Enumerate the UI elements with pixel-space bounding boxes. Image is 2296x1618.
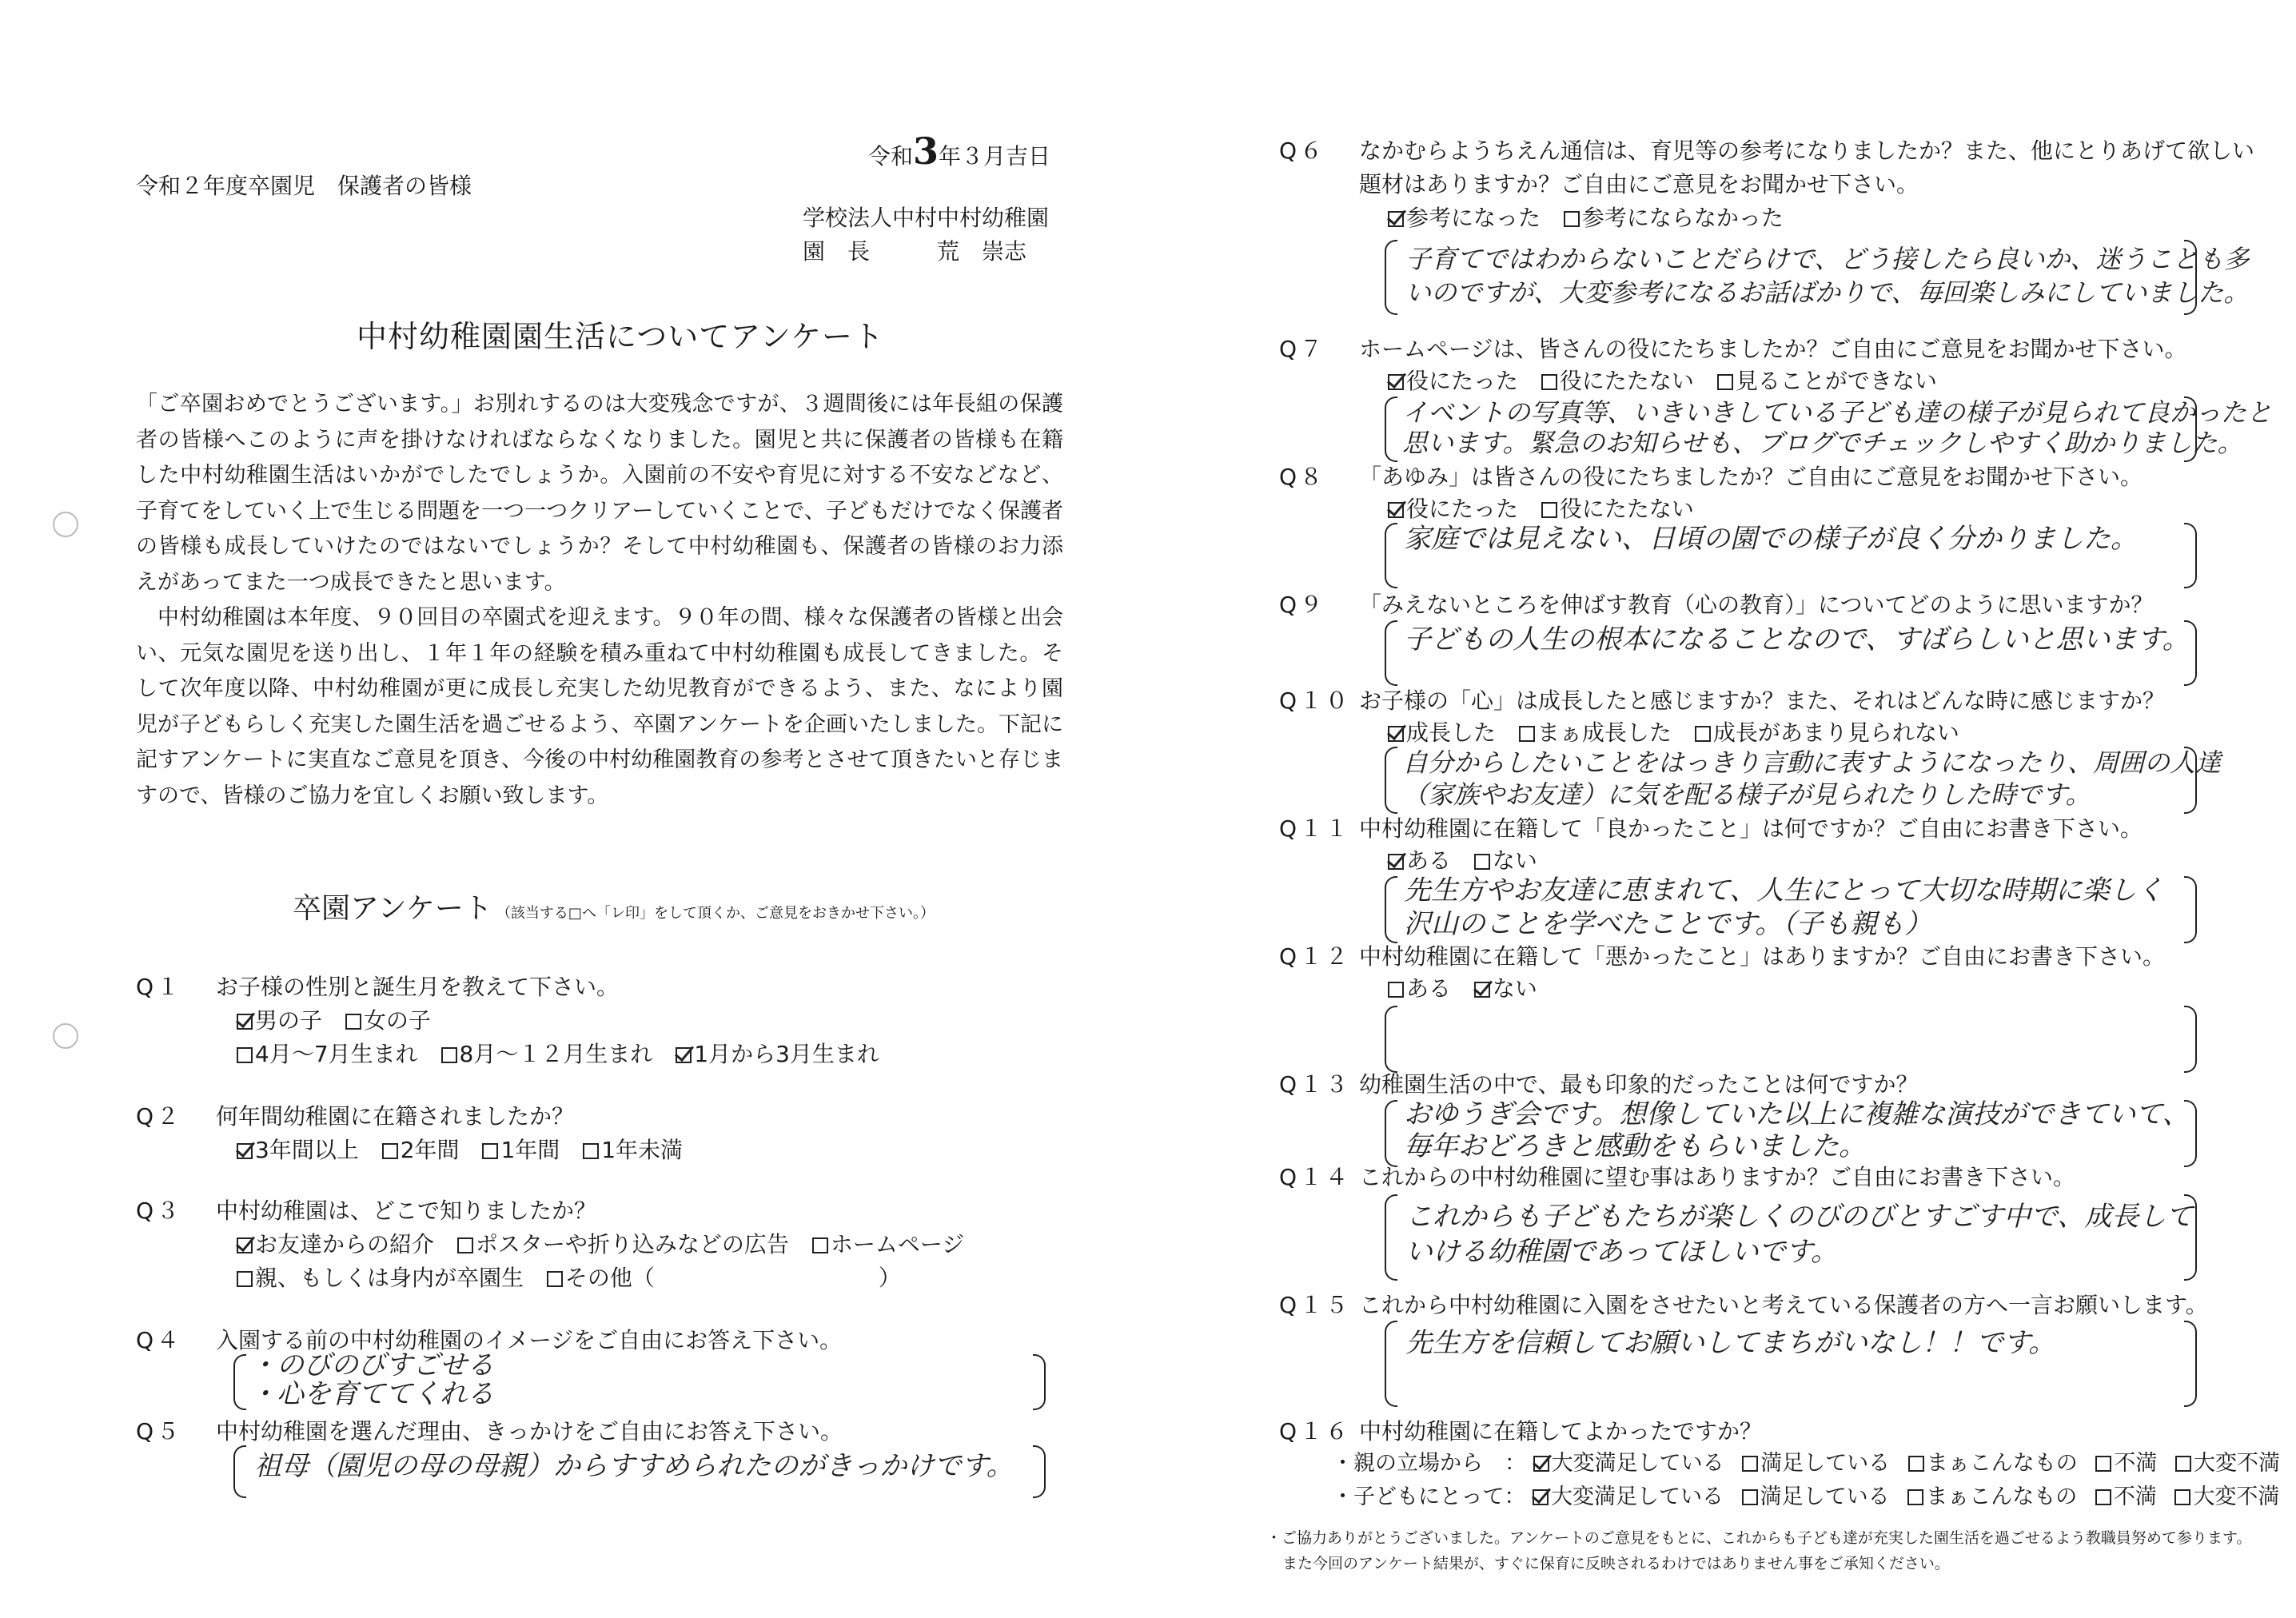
option-label: 1年未満	[601, 1137, 684, 1163]
q7-text: ホームページは、皆さんの役にたちましたか？ご自由にご意見をお聞かせ下さい。	[1359, 336, 2187, 362]
option-label: お友達からの紹介	[255, 1231, 435, 1257]
q1-option-girl[interactable]	[345, 1007, 431, 1034]
checkbox-checked-icon[interactable]	[1533, 1456, 1549, 1472]
option-label: 大変満足している	[1551, 1484, 1724, 1509]
checkbox-icon[interactable]	[1742, 1489, 1758, 1505]
q7-option-not-useful[interactable]	[1541, 368, 1694, 395]
q3-number: Q３	[136, 1198, 183, 1224]
checkbox-checked-icon[interactable]	[676, 1047, 692, 1063]
q9-answer[interactable]: 子どもの人生の根本になることなので、すばらしいと思います。	[1404, 624, 2190, 656]
checkbox-icon[interactable]	[1564, 211, 1580, 227]
q10-answer-line-1[interactable]: 自分からしたいことをはっきり言動に表すようになったり、周囲の人達	[1402, 747, 2222, 778]
option-label: 参考にならなかった	[1581, 205, 1784, 231]
answer-bracket-left	[1385, 1100, 1397, 1167]
answer-bracket-left	[1385, 1321, 1397, 1407]
q7-option-useful[interactable]	[1388, 368, 1518, 395]
q11-option-yes[interactable]	[1388, 847, 1451, 875]
survey-instructions: （該当する□へ「レ印」をして頂くか、ご意見をおきかせ下さい。）	[496, 905, 935, 922]
page-title: 中村幼稚園園生活についてアンケート	[357, 319, 884, 354]
checkbox-icon[interactable]	[583, 1143, 599, 1159]
q14-text: これからの中村幼稚園に望む事はありますか？ご自由にお書き下さい。	[1359, 1164, 2076, 1190]
checkbox-icon[interactable]	[1908, 1456, 1924, 1472]
footer-note-line-2: また今回のアンケート結果が、すぐに保育に反映されるわけではありません事をご承知ください。	[1282, 1555, 1950, 1572]
option-label: 大変不満	[2193, 1451, 2280, 1476]
option-label: 満足している	[1760, 1484, 1890, 1509]
q16-child-dissatisfied[interactable]	[2095, 1484, 2157, 1511]
q14-number: Q１４	[1279, 1164, 1352, 1190]
q6-number: Q６	[1279, 137, 1326, 164]
checkbox-icon[interactable]	[2095, 1456, 2111, 1472]
q9-text: 「みえないところを伸ばす教育（心の教育）」についてどのように思いますか？	[1359, 592, 2154, 618]
q2-number: Q２	[136, 1103, 183, 1130]
q12-options	[1388, 975, 1553, 1002]
intro-paragraph-1: 「ご卒園おめでとうございます。」お別れするのは大変残念ですが、３週間後には年長組の保護者の皆様へこのように声を掛けなければならなくなりました。園児と共に保護者の皆様も在籍した中村幼稚園生活はいかがでしたでしょうか。入園前の不安や育児に対する不安などなど、子育てをしていく上で生じる問題を一つ一つクリアーしていくことで、子どもだけでなく保護者の皆様も成長していけたのではないでしょうか？そして中村幼稚園も、保護者の皆様のお力添えがあってまた一つ成長できたと思います。	[136, 392, 1063, 595]
q2-option-2-years[interactable]	[382, 1137, 460, 1164]
q14-answer-line-1[interactable]: これからも子どもたちが楽しくのびのびとすごす中で、成長して	[1405, 1201, 2194, 1233]
checkbox-checked-icon[interactable]	[1388, 211, 1404, 227]
option-label: 3年間以上	[255, 1137, 359, 1163]
q8-option-useful[interactable]	[1388, 496, 1518, 523]
q3-text: 中村幼稚園は、どこで知りましたか？	[216, 1198, 597, 1224]
q3-option-advert[interactable]	[457, 1231, 789, 1258]
q1-number: Q１	[136, 974, 183, 1000]
q10-text: お子様の「心」は成長したと感じますか？また、それはどんな時に感じますか？	[1359, 687, 2166, 714]
q11-number: Q１１	[1279, 815, 1352, 842]
q6-answer-line-2[interactable]: いのですが、大変参考になるお話ばかりで、毎回楽しみにしていました。	[1405, 277, 2250, 308]
answer-bracket-right	[1033, 1445, 1046, 1498]
q16-text: 中村幼稚園に在籍してよかったですか？	[1359, 1418, 1763, 1445]
q9-number: Q９	[1279, 592, 1326, 618]
checkbox-icon[interactable]	[2174, 1489, 2190, 1505]
q16-child-satisfied[interactable]	[1742, 1484, 1890, 1511]
q10-option-not-much[interactable]	[1695, 719, 1959, 747]
option-label: 見ることができない	[1735, 368, 1937, 394]
q16-child-so-so[interactable]	[1907, 1484, 2077, 1511]
option-label: 大変不満	[2193, 1484, 2280, 1509]
option-label: 不満	[2114, 1451, 2158, 1476]
option-label: 役にたった	[1406, 496, 1519, 522]
q3-options-row1	[237, 1231, 980, 1258]
checkbox-icon[interactable]	[382, 1143, 398, 1159]
q3-option-other[interactable]	[547, 1265, 901, 1292]
q1-option-aug-dec[interactable]	[441, 1041, 653, 1068]
q1-birth-month-options	[237, 1041, 895, 1068]
q4-answer-line-1[interactable]: ・のびのびすごせる	[249, 1349, 494, 1381]
option-label: 女の子	[363, 1007, 431, 1034]
checkbox-icon[interactable]	[812, 1237, 828, 1253]
option-label: ない	[1492, 847, 1537, 874]
organization-name: 学校法人中村中村幼稚園	[803, 205, 1050, 231]
date-year-handwritten: 3	[913, 130, 939, 173]
q7-number: Q７	[1279, 336, 1326, 362]
answer-bracket-left	[1385, 1006, 1397, 1073]
q6-option-helpful[interactable]	[1388, 205, 1541, 232]
q12-text: 中村幼稚園に在籍して「悪かったこと」はありますか？ご自由にお書き下さい。	[1359, 943, 2166, 970]
q8-option-not-useful[interactable]	[1541, 496, 1694, 523]
q16-child-very-dissatisfied[interactable]	[2174, 1484, 2279, 1511]
answer-bracket-right	[2184, 1321, 2197, 1407]
answer-bracket-right	[2184, 1006, 2197, 1073]
option-label: ホームページ	[830, 1231, 965, 1257]
q11-option-no[interactable]	[1474, 847, 1537, 875]
checkbox-icon[interactable]	[1474, 854, 1490, 870]
q1-option-boy[interactable]	[237, 1007, 322, 1034]
q10-options	[1388, 719, 1975, 747]
q5-number: Q５	[136, 1418, 183, 1445]
q6-option-not-helpful[interactable]	[1564, 205, 1784, 232]
q8-options	[1388, 496, 1710, 523]
option-label: 役にたたない	[1559, 496, 1694, 522]
option-label: 8月～１２月生まれ	[459, 1041, 653, 1067]
q10-option-somewhat[interactable]	[1519, 719, 1672, 747]
q10-option-grew[interactable]	[1388, 719, 1496, 747]
option-label: 1年間	[500, 1137, 560, 1163]
q16-child-very-satisfied[interactable]	[1533, 1484, 1724, 1511]
q3-options-row2	[237, 1265, 917, 1292]
q13-text: 幼稚園生活の中で、最も印象的だったことは何ですか？	[1359, 1071, 1919, 1098]
option-label: 大変満足している	[1551, 1451, 1724, 1476]
option-label: 参考になった	[1406, 205, 1541, 231]
option-label: 男の子	[255, 1007, 323, 1034]
answer-bracket-left	[233, 1445, 246, 1498]
q3-option-alumni[interactable]	[237, 1265, 524, 1292]
q12-number: Q１２	[1279, 943, 1352, 970]
recipient-line: 令和２年度卒園児 保護者の皆様	[136, 173, 472, 199]
answer-bracket-right	[1033, 1354, 1046, 1410]
survey-title: 卒園アンケート	[293, 892, 492, 925]
answer-bracket-right	[2184, 876, 2197, 943]
q12-option-yes[interactable]	[1388, 975, 1451, 1002]
q8-answer[interactable]: 家庭では見えない、日頃の園での様子が良く分かりました。	[1404, 523, 2138, 555]
answer-bracket-left	[1385, 747, 1397, 814]
footer-note-line-1: ・ご協力ありがとうございました。アンケートのご意見をもとに、これからも子ども達が充実した園生活を過ごせるよう教職員努めて参ります。	[1266, 1529, 2252, 1547]
option-label: 4月～7月生まれ	[255, 1041, 418, 1067]
punch-hole-mark	[53, 512, 78, 537]
q11-answer-line-2[interactable]: 沢山のことを学べたことです。（子も親も）	[1404, 908, 1932, 940]
q2-option-3-years[interactable]	[237, 1137, 359, 1164]
q12-answer-empty[interactable]	[1404, 1009, 2171, 1065]
q1-option-jan-mar[interactable]	[676, 1041, 879, 1068]
checkbox-icon[interactable]	[1541, 374, 1557, 390]
checkbox-checked-icon[interactable]	[1388, 854, 1404, 870]
checkbox-icon[interactable]	[1541, 502, 1557, 518]
option-label: 役にたった	[1406, 368, 1519, 394]
q16-parent-row	[1332, 1450, 2280, 1477]
checkbox-icon[interactable]	[1907, 1489, 1923, 1505]
option-label: 1月から3月生まれ	[694, 1041, 879, 1067]
q4-number: Q４	[136, 1327, 183, 1353]
checkbox-icon[interactable]	[1519, 726, 1535, 742]
checkbox-icon[interactable]	[482, 1143, 498, 1159]
checkbox-checked-icon[interactable]	[1474, 982, 1490, 998]
answer-bracket-right	[2184, 523, 2197, 588]
date-rest: 年３月吉日	[939, 143, 1051, 169]
q6-text-line-2: 題材はありますか？ご自由にご意見をお聞かせ下さい。	[1359, 171, 1919, 197]
option-label: 役にたたない	[1559, 368, 1694, 394]
right-page	[1148, 0, 2296, 1618]
q10-number: Q１０	[1279, 687, 1352, 714]
q15-text: これから中村幼稚園に入園をさせたいと考えている保護者の方へ一言お願いします。	[1359, 1292, 2208, 1318]
option-label: 不満	[2113, 1484, 2157, 1509]
q2-text: 何年間幼稚園に在籍されましたか？	[216, 1103, 575, 1130]
q14-answer-line-2[interactable]: いける幼稚園であってほしいです。	[1405, 1236, 1838, 1268]
checkbox-checked-icon[interactable]	[1533, 1489, 1549, 1505]
checkbox-icon[interactable]	[2175, 1456, 2191, 1472]
q13-answer-line-2[interactable]: 毎年おどろきと感動をもらいました。	[1404, 1130, 1866, 1162]
q16-parent-very-satisfied[interactable]	[1533, 1450, 1724, 1477]
q7-options	[1388, 368, 1953, 395]
checkbox-icon[interactable]	[1717, 374, 1733, 390]
q5-text: 中村幼稚園を選んだ理由、きっかけをご自由にお答え下さい。	[216, 1418, 843, 1445]
q3-option-homepage[interactable]	[812, 1231, 964, 1258]
answer-bracket-left	[1385, 1194, 1397, 1281]
q11-options	[1388, 847, 1553, 875]
issue-date	[868, 130, 1051, 173]
option-label: その他（ ）	[564, 1265, 901, 1291]
q1-option-apr-jul[interactable]	[237, 1041, 418, 1068]
director-name: 園 長 荒 崇志	[803, 238, 1027, 265]
checkbox-checked-icon[interactable]	[1388, 374, 1404, 390]
q7-answer-line-1[interactable]: イベントの写真等、いきいきしている子ども達の様子が見られて良かったと	[1402, 397, 2273, 428]
q8-number: Q８	[1279, 464, 1326, 490]
checkbox-icon[interactable]	[2095, 1489, 2111, 1505]
q2-option-1-year[interactable]	[482, 1137, 560, 1164]
q1-gender-options	[237, 1007, 447, 1034]
survey-heading	[293, 886, 935, 927]
checkbox-checked-icon[interactable]	[237, 1237, 253, 1253]
option-label: ある	[1406, 975, 1452, 1002]
punch-hole-mark	[53, 1023, 78, 1049]
q16-child-label: ・子どもにとって：	[1332, 1484, 1526, 1509]
checkbox-icon[interactable]	[237, 1271, 253, 1287]
checkbox-icon[interactable]	[441, 1047, 457, 1063]
checkbox-checked-icon[interactable]	[1388, 502, 1404, 518]
answer-bracket-left	[1385, 240, 1397, 315]
option-label: 成長があまり見られない	[1712, 719, 1959, 746]
checkbox-icon[interactable]	[1388, 982, 1404, 998]
answer-bracket-left	[1385, 397, 1397, 462]
checkbox-checked-icon[interactable]	[237, 1143, 253, 1159]
option-label: 親、もしくは身内が卒園生	[255, 1265, 524, 1291]
option-label: ある	[1406, 847, 1452, 874]
checkbox-checked-icon[interactable]	[237, 1014, 253, 1030]
checkbox-icon[interactable]	[237, 1047, 253, 1063]
intro-text	[136, 387, 1063, 814]
q2-options	[237, 1137, 699, 1164]
option-label: ポスターや折り込みなどの広告	[475, 1231, 789, 1257]
q16-number: Q１６	[1279, 1418, 1352, 1445]
q16-parent-so-so[interactable]	[1908, 1450, 2078, 1477]
answer-bracket-left	[1385, 523, 1397, 588]
option-label: まぁこんなもの	[1926, 1484, 2078, 1509]
date-era: 令和	[868, 143, 914, 169]
checkbox-icon[interactable]	[1742, 1456, 1758, 1472]
checkbox-icon[interactable]	[1695, 726, 1711, 742]
q7-answer-line-2[interactable]: 思います。緊急のお知らせも、ブログでチェックしやすく助かりました。	[1402, 428, 2243, 458]
q11-answer-line-1[interactable]: 先生方やお友達に恵まれて、人生にとって大切な時期に楽しく	[1404, 875, 2164, 907]
checkbox-icon[interactable]	[345, 1014, 361, 1030]
answer-bracket-left	[1385, 620, 1397, 686]
checkbox-icon[interactable]	[457, 1237, 473, 1253]
q8-text: 「あゆみ」は皆さんの役にたちましたか？ご自由にご意見をお聞かせ下さい。	[1359, 464, 2143, 490]
q16-parent-very-dissatisfied[interactable]	[2175, 1450, 2280, 1477]
q7-option-cannot-view[interactable]	[1717, 368, 1937, 395]
q6-answer-line-1[interactable]: 子育てではわからないことだらけで、どう接したら良いか、迷うことも多	[1405, 244, 2250, 274]
q5-answer[interactable]: 祖母（園児の母の母親）からすすめられたのがきっかけです。	[254, 1450, 1014, 1482]
q1-text: お子様の性別と誕生月を教えて下さい。	[216, 974, 620, 1000]
q13-number: Q１３	[1279, 1071, 1352, 1098]
q10-answer-line-2[interactable]: （家族やお友達）に気を配る様子が見られたりした時です。	[1402, 779, 2091, 810]
checkbox-checked-icon[interactable]	[1388, 726, 1404, 742]
q13-answer-line-1[interactable]: おゆうぎ会です。想像していた以上に複雑な演技ができていて、	[1404, 1098, 2190, 1130]
checkbox-icon[interactable]	[547, 1271, 563, 1287]
q11-text: 中村幼稚園に在籍して「良かったこと」は何ですか？ご自由にお書き下さい。	[1359, 815, 2143, 842]
option-label: 満足している	[1760, 1451, 1891, 1476]
answer-bracket-left	[1385, 876, 1397, 943]
q16-parent-dissatisfied[interactable]	[2095, 1450, 2157, 1477]
q6-text-line-1: なかむらようちえん通信は、育児等の参考になりましたか？また、他にとりあげて欲しい	[1359, 137, 2255, 164]
option-label: ない	[1492, 975, 1537, 1002]
q2-option-under-1-year[interactable]	[583, 1137, 683, 1164]
q15-answer[interactable]: 先生方を信頼してお願いしてまちがいなし！！です。	[1405, 1327, 2056, 1359]
q15-number: Q１５	[1279, 1292, 1352, 1318]
q6-options	[1388, 205, 1800, 232]
q3-option-friend[interactable]	[237, 1231, 434, 1258]
q12-option-no[interactable]	[1474, 975, 1537, 1002]
q16-parent-satisfied[interactable]	[1742, 1450, 1890, 1477]
q4-text: 入園する前の中村幼稚園のイメージをご自由にお答え下さい。	[216, 1327, 843, 1353]
q16-child-row	[1332, 1484, 2279, 1511]
answer-bracket-left	[233, 1354, 246, 1410]
intro-paragraph-2: 中村幼稚園は本年度、９０回目の卒園式を迎えます。９０年の間、様々な保護者の皆様と出会い、元気な園児を送り出し、１年１年の経験を積み重ねて中村幼稚園も成長してきました。そして次年度以降、中村幼稚園が更に成長し充実した幼児教育ができるよう、また、なにより園児が子どもらしく充実した園生活を過ごせるよう、卒園アンケートを企画いたしました。下記に記すアンケートに実直なご意見を頂き、今後の中村幼稚園教育の参考とさせて頂きたいと存じますので、皆様のご協力を宜しくお願い致します。	[136, 605, 1063, 808]
option-label: まぁこんなもの	[1926, 1451, 2078, 1476]
option-label: 2年間	[400, 1137, 460, 1163]
option-label: まぁ成長した	[1537, 719, 1672, 746]
q16-parent-label: ・親の立場から ：	[1332, 1451, 1526, 1476]
q4-answer-line-2[interactable]: ・心を育ててくれる	[249, 1378, 494, 1410]
option-label: 成長した	[1406, 719, 1497, 746]
